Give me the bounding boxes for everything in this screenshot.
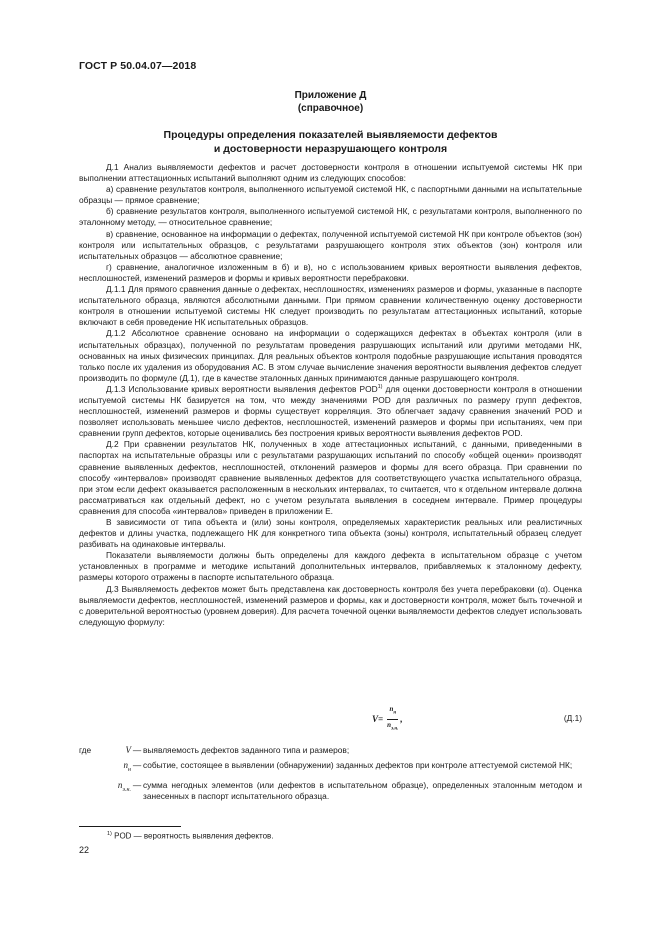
footnote-text: POD — вероятность выявления дефектов. xyxy=(111,831,274,841)
where-description: событие, состоящее в выявлении (обнаружении) заданных дефектов при контроле аттестуемой системой НК; xyxy=(143,760,573,771)
body-text xyxy=(79,162,582,628)
where-item xyxy=(79,745,582,756)
paragraph-d2-intervals: В зависимости от типа объекта и (или) зоны контроля, определяемых характеристик реальных или реалистичных дефектов и длины участка, подлежащего НК для конкретного типа объекта (зоны) контроля, испытательный образец следует разбивать на одинаковые интервалы. xyxy=(79,517,582,550)
paragraph-d1-3-end: для оценки достоверности контроля в отношении испытуемой системы НК базируется на том, что между значениями POD для различных по размеру групп дефектов, несплошностей, изменений размеров и формы существует корреляция. Это облегчает задачу сравнения значений POD и позволяет использовать меньшее число дефектов, несплошностей, изменений размеров и формы при испытаниях, чем при сравнении групп дефектов, которые оценивались без построения кривых вероятности выявления дефектов POD. xyxy=(79,383,582,439)
footnote xyxy=(107,829,274,842)
footnote-marker: 1) xyxy=(107,831,112,837)
section-title xyxy=(79,128,582,156)
paragraph-d1-3-start: Д.1.3 Использование кривых вероятности выявления дефектов POD xyxy=(106,383,378,394)
formula-numerator: $n_н$ xyxy=(387,705,398,719)
where-list xyxy=(79,745,582,806)
where-symbol: $n_н$ xyxy=(123,760,131,773)
paragraph-d1-g: г) сравнение, аналогичное изложенным в б) и в), но с использованием кривых вероятности выявления дефектов, несплошностей, изменений размеров и формы и кривых вероятности перебраковки. xyxy=(79,261,582,283)
formula-block xyxy=(79,705,582,735)
where-description: сумма негодных элементов (или дефектов в испытательном образце), определенных эталонным методом и занесенных в паспорт испытательного образца. xyxy=(143,779,582,802)
paragraph-d1: Д.1 Анализ выявляемости дефектов и расчет достоверности контроля в отношении испытуемой системы НК при выполнении аттестационных испытаний выполняют одним из следующих способов: xyxy=(79,162,582,184)
paragraph-d1-v: в) сравнение, основанное на информации о дефектах, полученной испытуемой системой НК при контроле объектов (зон) контроля или испытательных образцов, с результатами разрушающего контроля этих объектов (зон) контроля или испытательных образцов — абсолютное сравнение; xyxy=(79,228,582,261)
section-title-line-2: и достоверности неразрушающего контроля xyxy=(213,143,448,155)
paragraph-d1-2: Д.1.2 Абсолютное сравнение основано на информации о содержащихся дефектах в объектах контроля (или в испытательных образцах), полученной по результатам проведения разрушающих испытаний или другими методами НК, основанных на иных физических принципах. Для реальных объектов контроля подобные разрушающие испытания проводятся только после их удаления из оборудования АС. В этом случае вычисление значения вероятности выявления дефектов следует производить по формуле (Д.1), где в качестве эталонных данных принимаются данные разрушающего контроля. xyxy=(79,328,582,383)
page-number: 22 xyxy=(79,845,90,855)
where-lead: где xyxy=(79,745,92,755)
where-item xyxy=(79,760,582,776)
formula-tail: , xyxy=(400,714,403,724)
footnote-ref: 1) xyxy=(377,384,383,391)
paragraph-d2: Д.2 При сравнении результатов НК, полученных в ходе аттестационных испытаний, с данными, приведенными в паспортах на испытательные образцы или с результатами разрушающих испытаний по способу «общей оценки» производят сравнение выявленных дефектов, несплошностей, отклонений размеров и формы для всего образца. При сравнении по способу «интервалов» производят сравнение выявленных дефектов для соответствующего участка испытательного образца, при этом если дефект оказывается расположенным в нескольких интервалах, то считается, что к отдельном интервале должна рассматриваться как отдельный дефект, но с учетом результата выявления в соседнем интервале. Пример процедуры сравнения для способа «интервалов» приведен в приложении Е. xyxy=(79,439,582,516)
formula-equals: = xyxy=(378,714,384,724)
paragraph-d1-3 xyxy=(79,384,582,439)
document-header: ГОСТ Р 50.04.07—2018 xyxy=(79,60,197,72)
appendix-title: Приложение Д xyxy=(294,90,367,101)
where-item xyxy=(79,780,582,802)
paragraph-d1-b: б) сравнение результатов контроля, выполненного испытуемой системой НК, с результатами контроля, выполненного по эталонному методу, — относительное сравнение; xyxy=(79,206,582,228)
where-dash: — xyxy=(132,760,142,771)
where-description: выявляемость дефектов заданного типа и размеров; xyxy=(143,745,350,755)
section-title-line-1: Процедуры определения показателей выявляемости дефектов xyxy=(163,129,498,141)
appendix-type: (справочное) xyxy=(297,103,364,114)
where-dash: — xyxy=(132,779,142,790)
paragraph-d1-a: а) сравнение результатов контроля, выполненного испытуемой системой НК, с паспортными данными на испытательные образцы — прямое сравнение; xyxy=(79,184,582,206)
formula-lhs: V xyxy=(372,714,379,724)
formula-fraction xyxy=(385,705,403,733)
formula-denominator: $n_{э.н.}$ xyxy=(387,720,399,731)
paragraph-d1-1: Д.1.1 Для прямого сравнения данные о дефектах, несплошностях, изменениях размеров и формы, указанные в паспорте испытательного образца, являются абсолютными данными. При прямом сравнении количественную оценку достоверности контроля в отношении испытуемой системы НК следует производить по результатам аттестационных испытаний, которые включают в себя проведение НК испытательных образцов. xyxy=(79,284,582,328)
where-symbol: $n_{э.н.}$ xyxy=(117,779,131,793)
where-dash: — xyxy=(132,745,142,755)
where-symbol: V xyxy=(125,745,131,755)
paragraph-d2-indicators: Показатели выявляемости должны быть определены для каждого дефекта в испытательном образце с учетом установленных в программе и методике испытаний дополнительных интервалов, прибавляемых к эталонному дефекту, размеры которого отражены в паспорте испытательного образца. xyxy=(79,550,582,583)
paragraph-d3: Д.3 Выявляемость дефектов может быть представлена как достоверность контроля без учета перебраковки (α). Оценка выявляемости дефектов, несплошностей, изменений размеров и формы, как и достоверности контроля, может быть точечной и с доверительной вероятностью (уровнем доверия). Для расчета точечной оценки выявляемости дефектов следует использовать следующую формулу: xyxy=(79,583,582,627)
formula xyxy=(372,705,403,733)
footnote-divider xyxy=(79,826,181,827)
formula-number: (Д.1) xyxy=(563,713,582,723)
